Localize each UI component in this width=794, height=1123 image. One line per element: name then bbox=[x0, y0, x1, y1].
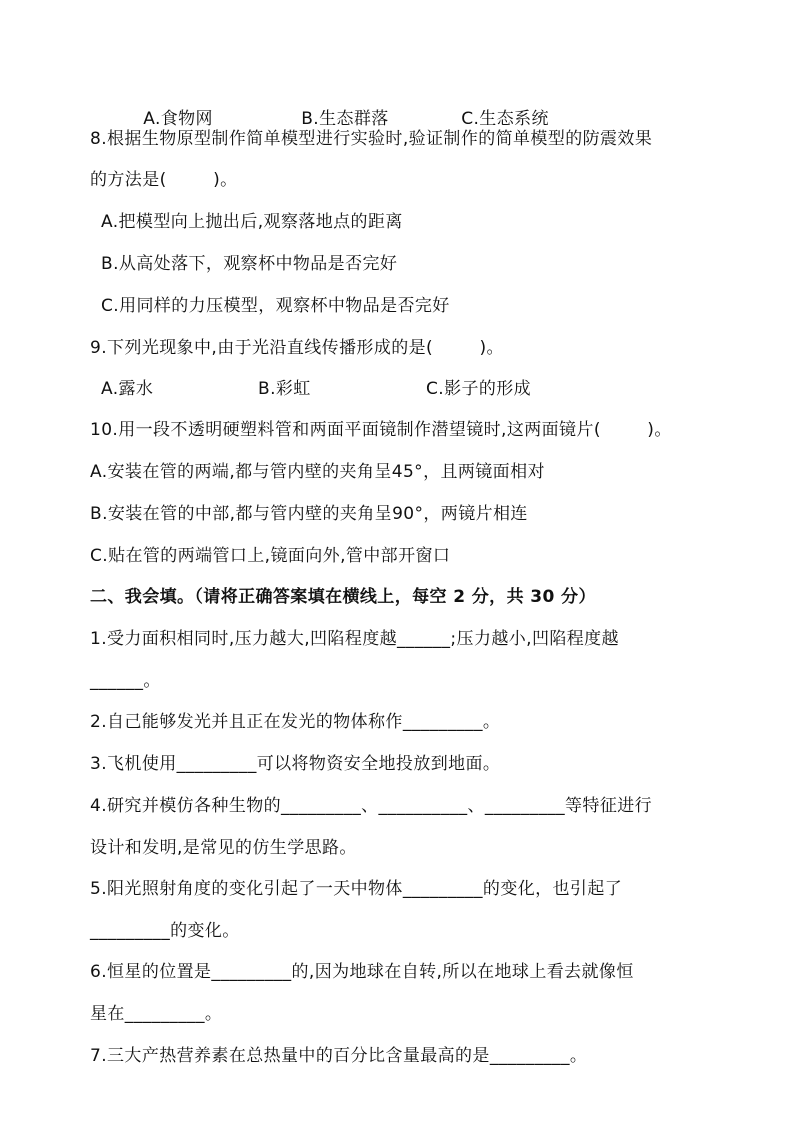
q10-stem: 10.用一段不透明硬塑料管和两面平面镜制作潜望镜时,这两面镜片( )。 bbox=[90, 420, 672, 440]
q8-stem-line2: 的方法是( )。 bbox=[90, 170, 238, 190]
fill-q3: 3.飞机使用_________可以将物资安全地投放到地面。 bbox=[90, 754, 501, 774]
q9-stem: 9.下列光现象中,由于光沿直线传播形成的是( )。 bbox=[90, 338, 504, 358]
fill-q2: 2.自己能够发光并且正在发光的物体称作_________。 bbox=[90, 712, 501, 732]
fill-q4-line2: 设计和发明,是常见的仿生学思路。 bbox=[90, 838, 357, 858]
q8-stem-line1: 8.根据生物原型制作简单模型进行实验时,验证制作的简单模型的防震效果 bbox=[90, 129, 653, 149]
q8-option-b: B.从高处落下，观察杯中物品是否完好 bbox=[101, 254, 398, 274]
q10-option-a: A.安装在管的两端,都与管内壁的夹角呈45°，且两镜面相对 bbox=[90, 462, 545, 482]
q9-option-b: B.彩虹 bbox=[258, 379, 311, 399]
q9-option-a: A.露水 bbox=[101, 379, 154, 399]
fill-q5-line2: _________的变化。 bbox=[90, 921, 240, 941]
q7-option-b: B.生态群落 bbox=[301, 109, 389, 129]
q10-option-b: B.安装在管的中部,都与管内壁的夹角呈90°，两镜片相连 bbox=[90, 504, 528, 524]
q8-option-a: A.把模型向上抛出后,观察落地点的距离 bbox=[101, 212, 403, 232]
q8-option-c: C.用同样的力压模型，观察杯中物品是否完好 bbox=[101, 296, 450, 316]
fill-q6-line2: 星在_________。 bbox=[90, 1004, 223, 1024]
fill-q7: 7.三大产热营养素在总热量中的百分比含量最高的是_________。 bbox=[90, 1046, 588, 1066]
q7-option-c: C.生态系统 bbox=[461, 109, 549, 129]
q9-options bbox=[101, 378, 531, 400]
q7-option-a: A.食物网 bbox=[143, 109, 213, 129]
fill-q4-line1: 4.研究并模仿各种生物的_________、__________、_________等特征进行 bbox=[90, 796, 653, 816]
fill-q6-line1: 6.恒星的位置是_________的,因为地球在自转,所以在地球上看去就像恒 bbox=[90, 962, 634, 982]
fill-q1-line1: 1.受力面积相同时,压力越大,凹陷程度越______;压力越小,凹陷程度越 bbox=[90, 629, 619, 649]
fill-q1-line2: ______。 bbox=[90, 671, 161, 691]
fill-q5-line1: 5.阳光照射角度的变化引起了一天中物体_________的变化，也引起了 bbox=[90, 879, 623, 899]
section-2-heading: 二、我会填。（请将正确答案填在横线上，每空 2 分，共 30 分） bbox=[90, 587, 596, 607]
q9-option-c: C.影子的形成 bbox=[426, 379, 532, 399]
q10-option-c: C.贴在管的两端管口上,镜面向外,管中部开窗口 bbox=[90, 546, 451, 566]
